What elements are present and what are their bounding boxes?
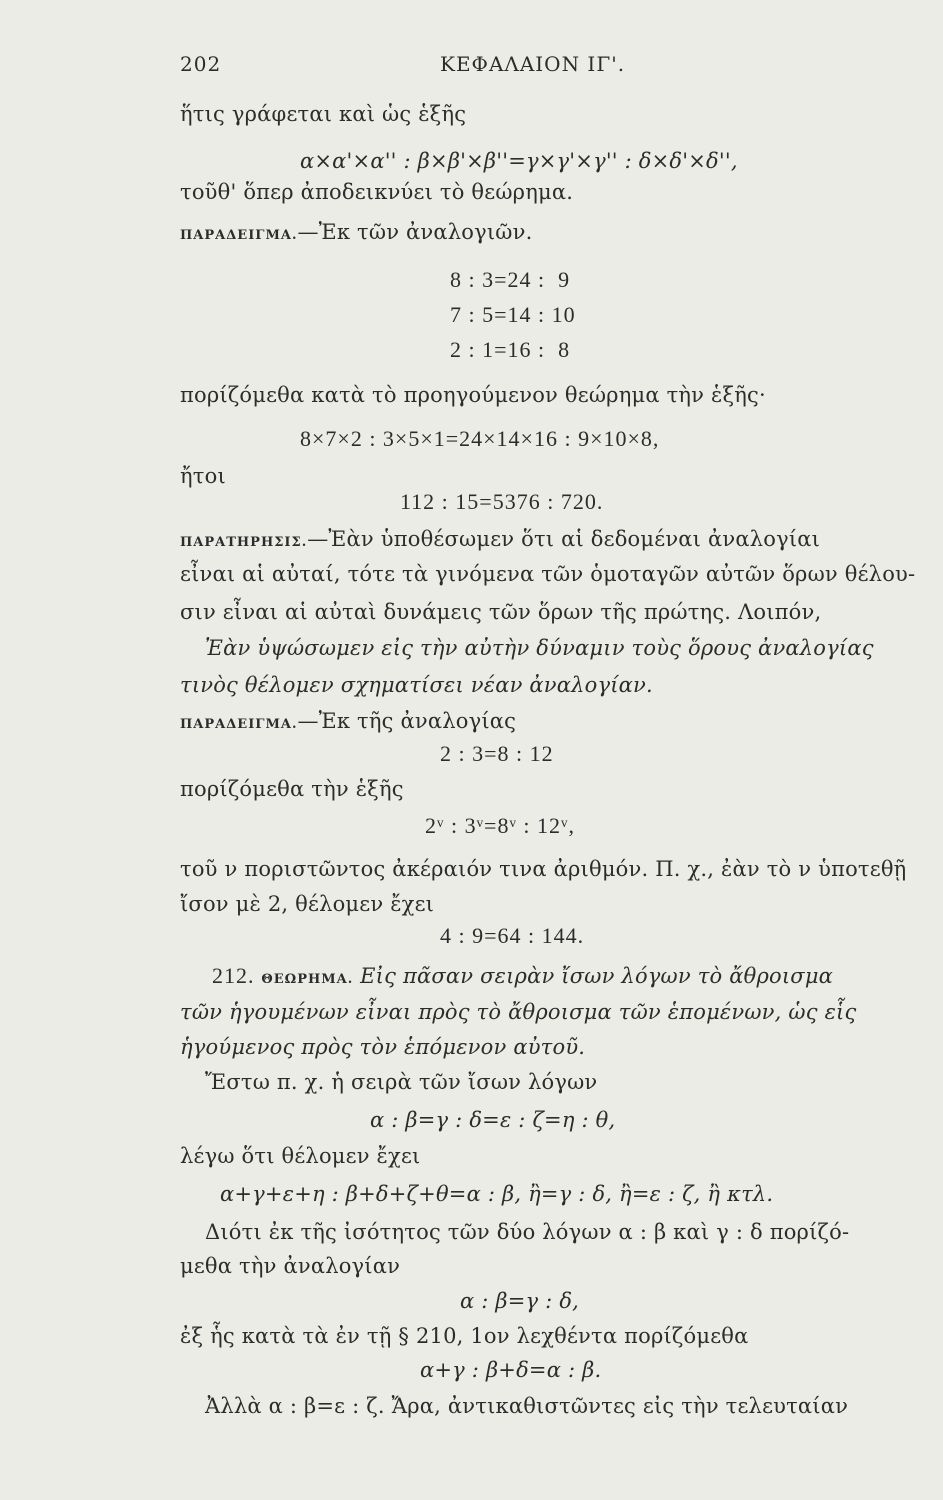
equation-line: α+γ : β+δ=α : β. bbox=[420, 1358, 602, 1382]
italic-rule-line: Ἐὰν ὑψώσωμεν εἰς τὴν αὐτὴν δύναμιν τοὺς ὅρους ἀναλογίας bbox=[205, 636, 874, 660]
theorem-text: Εἰς πᾶσαν σειρὰν ἴσων λόγων τὸ ἄθροισμα bbox=[360, 964, 834, 988]
text-line: πορίζόμεθα τὴν ἑξῆς bbox=[180, 777, 404, 801]
equation-line: α : β=γ : δ, bbox=[460, 1289, 580, 1313]
equation-line: 4 : 9=64 : 144. bbox=[440, 923, 585, 948]
theorem-line bbox=[212, 962, 833, 994]
equation-line: α+γ+ε+η : β+δ+ζ+θ=α : β, ἢ=γ : δ, ἢ=ε : ζ, ἢ κτλ. bbox=[220, 1182, 774, 1206]
example-heading-line bbox=[180, 707, 516, 739]
equation-line: α×α'×α'' : β×β'×β''=γ×γ'×γ'' : δ×δ'×δ'', bbox=[300, 149, 738, 173]
theorem-text-line: τῶν ἡγουμένων εἶναι πρὸς τὸ ἄθροισμα τῶν ἑπομένων, ὡς εἷς bbox=[180, 1000, 857, 1024]
proportion-line: 8 : 3=24 : 9 bbox=[450, 267, 571, 292]
remark-line bbox=[180, 525, 820, 557]
example-text: —Ἐκ τῆς ἀναλογίας bbox=[297, 709, 517, 733]
text-line: ἥτις γράφεται καὶ ὡς ἑξῆς bbox=[180, 102, 467, 126]
text-line: Διότι ἐκ τῆς ἰσότητος τῶν δύο λόγων α : β καὶ γ : δ πορίζό- bbox=[205, 1220, 850, 1244]
text-line: πορίζόμεθα κατὰ τὸ προηγούμενον θεώρημα τὴν ἑξῆς· bbox=[180, 383, 766, 407]
text-line: Ἔστω π. χ. ἡ σειρὰ τῶν ἴσων λόγων bbox=[205, 1070, 598, 1094]
theorem-text-line: ἡγούμενος πρὸς τὸν ἑπόμενον αὐτοῦ. bbox=[180, 1035, 586, 1059]
proportion-line: 2 : 3=8 : 12 bbox=[440, 741, 554, 766]
equation-line: α : β=γ : δ=ε : ζ=η : θ, bbox=[370, 1108, 616, 1132]
text-line: Ἀλλὰ α : β=ε : ζ. Ἄρα, ἀντικαθιστῶντες εἰς τὴν τελευταίαν bbox=[205, 1394, 849, 1418]
equation-line: 8×7×2 : 3×5×1=24×14×16 : 9×10×8, bbox=[300, 426, 660, 451]
page-number: 202 bbox=[180, 52, 222, 76]
theorem-label: ΘΕΩΡΗΜΑ. bbox=[261, 972, 354, 987]
equation-line: 2ᵛ : 3ᵛ=8ᵛ : 12ᵛ, bbox=[425, 813, 575, 838]
text-line: ἤτοι bbox=[180, 464, 226, 488]
chapter-title: ΚΕΦΑΛΑΙΟΝ ΙΓ'. bbox=[440, 52, 626, 76]
text-line: ἴσον μὲ 2, θέλομεν ἔχει bbox=[180, 892, 435, 916]
example-label: ΠΑΡΑΔΕΙΓΜΑ. bbox=[180, 717, 298, 732]
example-heading-line bbox=[180, 218, 532, 250]
text-line: μεθα τὴν ἀναλογίαν bbox=[180, 1254, 401, 1278]
italic-rule-line: τινὸς θέλομεν σχηματίσει νέαν ἀναλογίαν. bbox=[180, 673, 653, 697]
remark-text: —Ἐὰν ὑποθέσωμεν ὅτι αἱ δεδομέναι ἀναλογίαι bbox=[307, 527, 821, 551]
text-line: σιν εἶναι αἱ αὐταὶ δυνάμεις τῶν ὅρων τῆς πρώτης. Λοιπόν, bbox=[180, 600, 822, 624]
proportion-line: 2 : 1=16 : 8 bbox=[450, 337, 571, 362]
text-line: τοῦθ' ὅπερ ἀποδεικνύει τὸ θεώρημα. bbox=[180, 180, 574, 204]
text-line: εἶναι αἱ αὐταί, τότε τὰ γινόμενα τῶν ὁμοταγῶν αὐτῶν ὅρων θέλου- bbox=[180, 562, 916, 586]
text-line: λέγω ὅτι θέλομεν ἔχει bbox=[180, 1144, 421, 1168]
example-label: ΠΑΡΑΔΕΙΓΜΑ. bbox=[180, 228, 298, 243]
text-line: τοῦ ν ποριστῶντος ἀκέραιόν τινα ἀριθμόν. Π. χ., ἐὰν τὸ ν ὑποτεθῇ bbox=[180, 857, 907, 881]
example-text: —Ἐκ τῶν ἀναλογιῶν. bbox=[297, 220, 533, 244]
theorem-number: 212. bbox=[212, 963, 255, 988]
text-line: ἐξ ἧς κατὰ τὰ ἐν τῇ § 210, 1ον λεχθέντα πορίζόμεθα bbox=[180, 1324, 749, 1348]
proportion-line: 7 : 5=14 : 10 bbox=[450, 302, 576, 327]
remark-label: ΠΑΡΑΤΗΡΗΣΙΣ. bbox=[180, 535, 308, 550]
equation-line: 112 : 15=5376 : 720. bbox=[400, 489, 604, 514]
